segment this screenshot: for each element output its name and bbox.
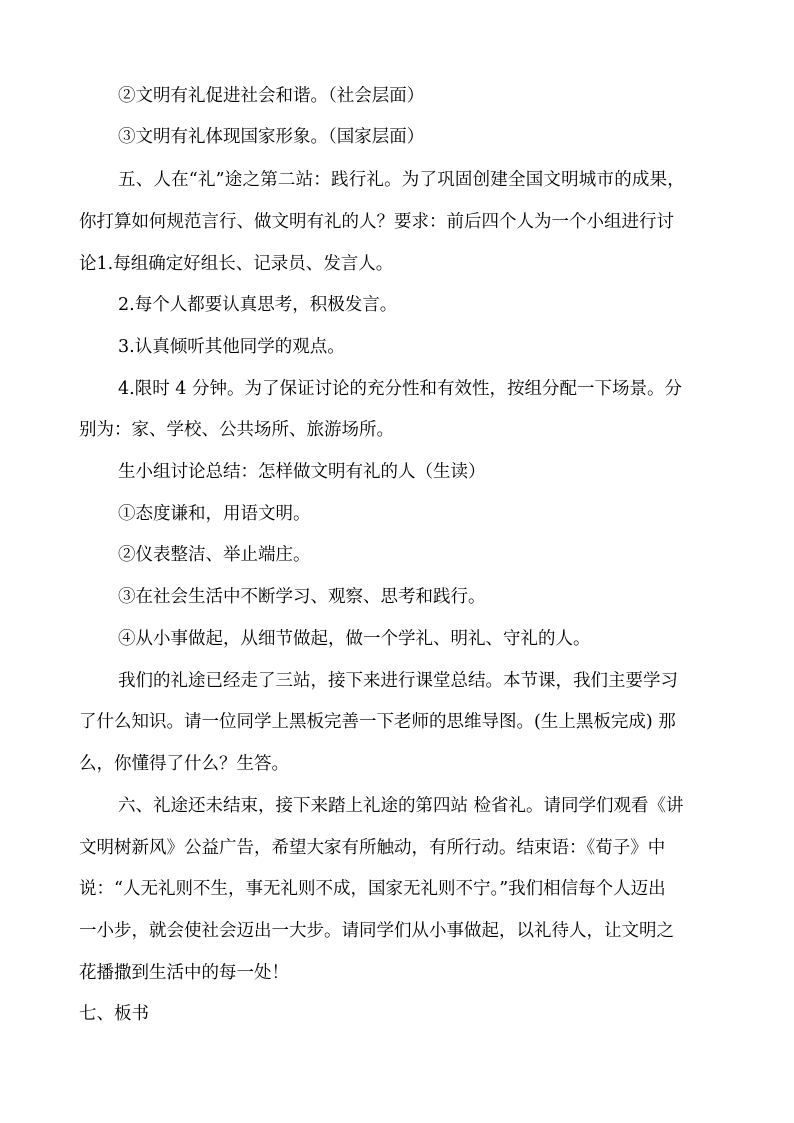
text-line: 4.限时 4 分钟。为了保证讨论的充分性和有效性，按组分配一下场景。分 <box>118 379 682 399</box>
section-heading-five: 五、人在“礼”途之第二站：践行礼。为了巩固创建全国文明城市的成果， <box>118 170 685 190</box>
text-line: 2.每个人都要认真思考，积极发言。 <box>118 295 398 315</box>
section-heading-six: 六、礼途还未结束，接下来踏上礼途的第四站 检省礼。请同学们观看《讲 <box>118 796 684 816</box>
text-line: ③文明有礼体现国家形象。（国家层面） <box>118 127 425 147</box>
text-line: ①态度谦和，用语文明。 <box>118 504 311 524</box>
text-line: 论1.每组确定好组长、记录员、发言人。 <box>79 254 394 274</box>
text-line: ②仪表整洁、举止端庄。 <box>118 545 311 565</box>
section-heading-seven: 七、板书 <box>79 1004 149 1024</box>
text-line: 我们的礼途已经走了三站，接下来进行课堂总结。本节课，我们主要学习 <box>118 671 678 691</box>
text-line: 么，你懂得了什么？生答。 <box>79 754 289 774</box>
text-line: 说：“人无礼则不生，事无礼则不成，国家无礼则不宁。”我们相信每个人迈出 <box>79 879 666 899</box>
text-line: ②文明有礼促进社会和谐。（社会层面） <box>118 86 425 106</box>
text-line: 花播撒到生活中的每一处！ <box>79 963 289 983</box>
text-line: 生小组讨论总结：怎样做文明有礼的人（生读） <box>118 462 486 482</box>
text-line: ③在社会生活中不断学习、观察、思考和践行。 <box>118 587 486 607</box>
text-line: 3.认真倾听其他同学的观点。 <box>118 337 345 357</box>
text-line: 你打算如何规范言行、做文明有礼的人？要求：前后四个人为一个小组进行讨 <box>79 212 674 232</box>
text-line: 别为：家、学校、公共场所、旅游场所。 <box>79 420 394 440</box>
text-line: 一小步，就会使社会迈出一大步。请同学们从小事做起，以礼待人，让文明之 <box>79 921 674 941</box>
text-line: 了什么知识。请一位同学上黑板完善一下老师的思维导图。(生上黑板完成) 那 <box>79 712 676 732</box>
text-line: ④从小事做起，从细节做起，做一个学礼、明礼、守礼的人。 <box>118 629 591 649</box>
text-line: 文明树新风》公益广告，希望大家有所触动，有所行动。结束语：《荀子》中 <box>79 838 666 858</box>
